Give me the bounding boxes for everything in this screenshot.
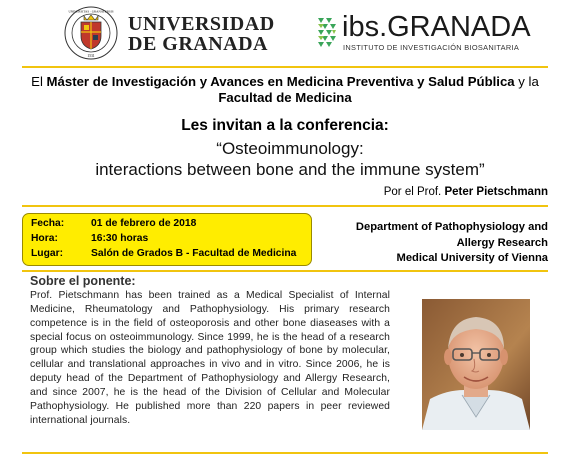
event-place-row	[31, 248, 296, 259]
conference-title-line2: interactions between bone and the immune system”	[95, 160, 485, 179]
event-date-label: Fecha:	[31, 218, 65, 229]
event-date-value: 01 de febrero de 2018	[91, 218, 197, 229]
speaker-name: Peter Pietschmann	[444, 186, 548, 198]
intro-connector: y la	[514, 74, 539, 89]
ibs-granada-subtitle: INSTITUTO DE INVESTIGACIÓN BIOSANITARIA	[343, 43, 520, 52]
speaker-heading: Sobre el ponente:	[30, 274, 136, 288]
conference-title	[40, 138, 540, 180]
intro-prefix: El	[31, 74, 47, 89]
ibs-granada-name: ibs.GRANADA	[342, 11, 531, 43]
intro-text	[22, 74, 548, 106]
speaker-department	[356, 220, 548, 267]
event-time-row	[31, 233, 148, 244]
speaker-bio: Prof. Pietschmann has been trained as a Medical Specialist of Internal Medicine, Rheumatology and Pathophysiology. His primary research competence is in the field of osteoporosis and other bone diaseases with a special focus on osteoimmunology. Since 1999, he is the head of a research group which studies the biology and pathophysiology of bone by molecular, cellular and translational approaches in vivo and in vitro. Since 2006, he is deputy head of the Department of Pathophysiology and Allergy Research, and since 2007, he is the head of the Division of Cellular and Molecular Pathophysiology. He published more than 220 papers in peer reviewed international journals.	[30, 290, 390, 426]
header-divider	[22, 66, 548, 68]
intro-master: Máster de Investigación y Avances en Medicina Preventiva y Salud Pública	[46, 74, 515, 89]
seal-year: 1531	[87, 54, 95, 58]
intro-faculty: Facultad de Medicina	[218, 90, 352, 105]
speaker-photo	[422, 299, 530, 430]
invitation-heading: Les invitan a la conferencia:	[181, 117, 389, 134]
university-seal-logo	[64, 6, 118, 60]
event-info-box	[22, 213, 312, 266]
header	[0, 0, 570, 66]
department-line3: Medical University of Vienna	[396, 252, 548, 264]
section-divider	[22, 205, 548, 207]
seal-motto: UNIVERSITAS · GRANATENSIS	[68, 9, 114, 14]
speaker-byline	[384, 186, 548, 198]
footer-divider	[22, 452, 548, 454]
event-time-value: 16:30 horas	[91, 233, 149, 244]
conference-title-line1: “Osteoimmunology:	[216, 139, 364, 158]
speaker-section-divider	[22, 270, 548, 272]
university-name	[128, 14, 275, 54]
byline-prefix: Por el Prof.	[383, 186, 445, 198]
event-date-row	[31, 218, 196, 229]
event-place-label: Lugar:	[31, 248, 64, 259]
university-name-line1: UNIVERSIDAD	[128, 13, 275, 35]
university-name-line2: DE GRANADA	[128, 33, 268, 55]
ibs-granada-logo-icon	[316, 16, 338, 50]
department-line2: Allergy Research	[456, 236, 548, 249]
event-place-value: Salón de Grados B - Facultad de Medicina	[91, 248, 297, 259]
event-time-label: Hora:	[31, 233, 58, 244]
department-line1: Department of Pathophysiology and	[355, 221, 548, 233]
